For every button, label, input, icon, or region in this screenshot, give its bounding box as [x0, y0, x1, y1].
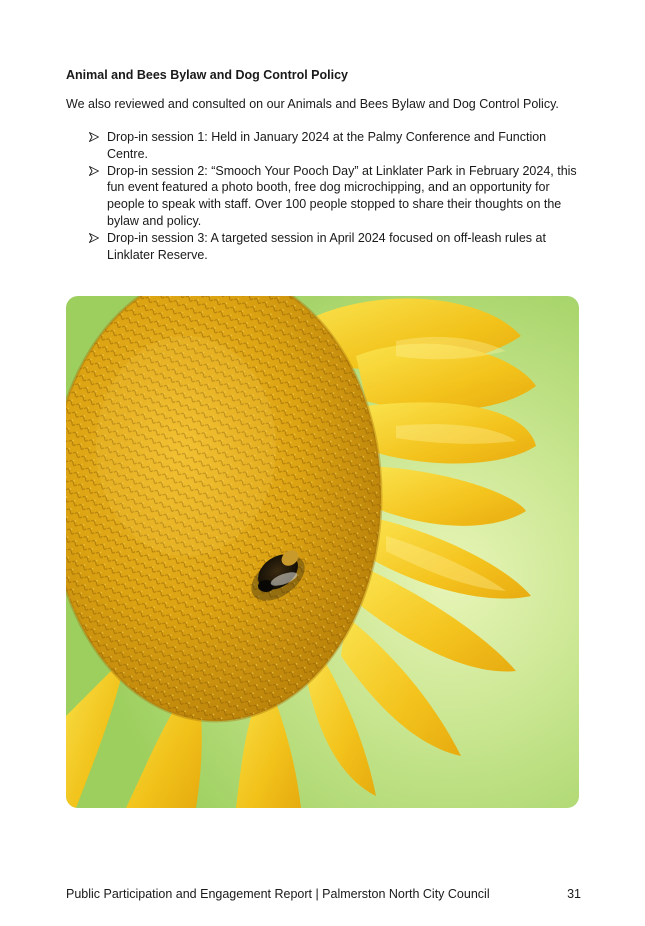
sunflower-bee-photo: [66, 296, 579, 808]
list-item: [88, 129, 580, 163]
section-heading: Animal and Bees Bylaw and Dog Control Policy: [66, 68, 348, 82]
footer-title: Public Participation and Engagement Report | Palmerston North City Council: [66, 887, 490, 901]
page-number: 31: [567, 887, 581, 901]
list-item-text: Drop-in session 2: “Smooch Your Pooch Day” at Linklater Park in February 2024, this fun event featured a photo booth, free dog microchipping, and an opportunity for people to speak with staff. Over 100 people stopped to share their thoughts on the bylaw and policy.: [107, 163, 577, 228]
list-item-text: Drop-in session 1: Held in January 2024 at the Palmy Conference and Function Centre.: [107, 130, 547, 161]
arrowhead-outline-icon: [88, 131, 100, 143]
list-item: [88, 163, 580, 230]
arrowhead-outline-icon: [88, 165, 100, 177]
intro-paragraph: We also reviewed and consulted on our Animals and Bees Bylaw and Dog Control Policy.: [66, 97, 559, 111]
list-item-text: Drop-in session 3: A targeted session in April 2024 focused on off-leash rules at Linklater Reserve.: [107, 230, 546, 262]
page-footer: [66, 885, 581, 903]
arrowhead-outline-icon: [88, 232, 100, 244]
bullet-list: [88, 129, 580, 263]
list-item: [88, 230, 580, 264]
